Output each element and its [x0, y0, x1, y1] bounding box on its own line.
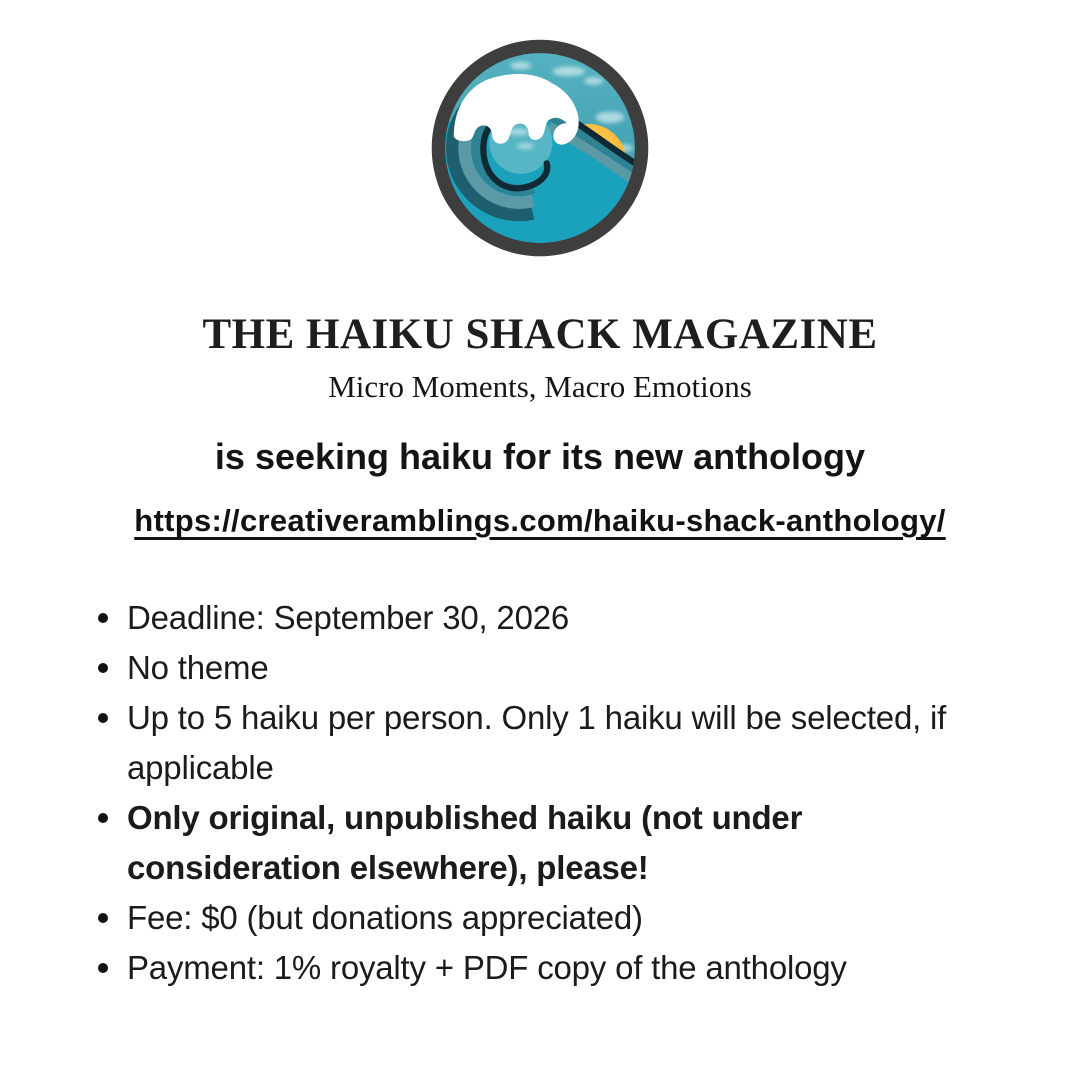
submission-details-list	[127, 593, 992, 993]
list-item-original-only: Only original, unpublished haiku (not under consideration elsewhere), please!	[127, 793, 992, 893]
magazine-tagline: Micro Moments, Macro Emotions	[328, 369, 752, 404]
list-item-theme: No theme	[127, 643, 992, 693]
anthology-url-link[interactable]: https://creativeramblings.com/haiku-shack-anthology/	[134, 503, 946, 538]
magazine-title: THE HAIKU SHACK MAGAZINE	[202, 311, 878, 358]
wave-sun-logo-icon	[425, 33, 655, 263]
magazine-logo	[425, 33, 655, 263]
call-for-submissions-headline: is seeking haiku for its new anthology	[214, 436, 866, 477]
list-item-haiku-limit: Up to 5 haiku per person. Only 1 haiku will be selected, if applicable	[127, 693, 992, 793]
list-item-payment: Payment: 1% royalty + PDF copy of the anthology	[127, 943, 992, 993]
list-item-deadline: Deadline: September 30, 2026	[127, 593, 992, 643]
list-item-fee: Fee: $0 (but donations appreciated)	[127, 893, 992, 943]
